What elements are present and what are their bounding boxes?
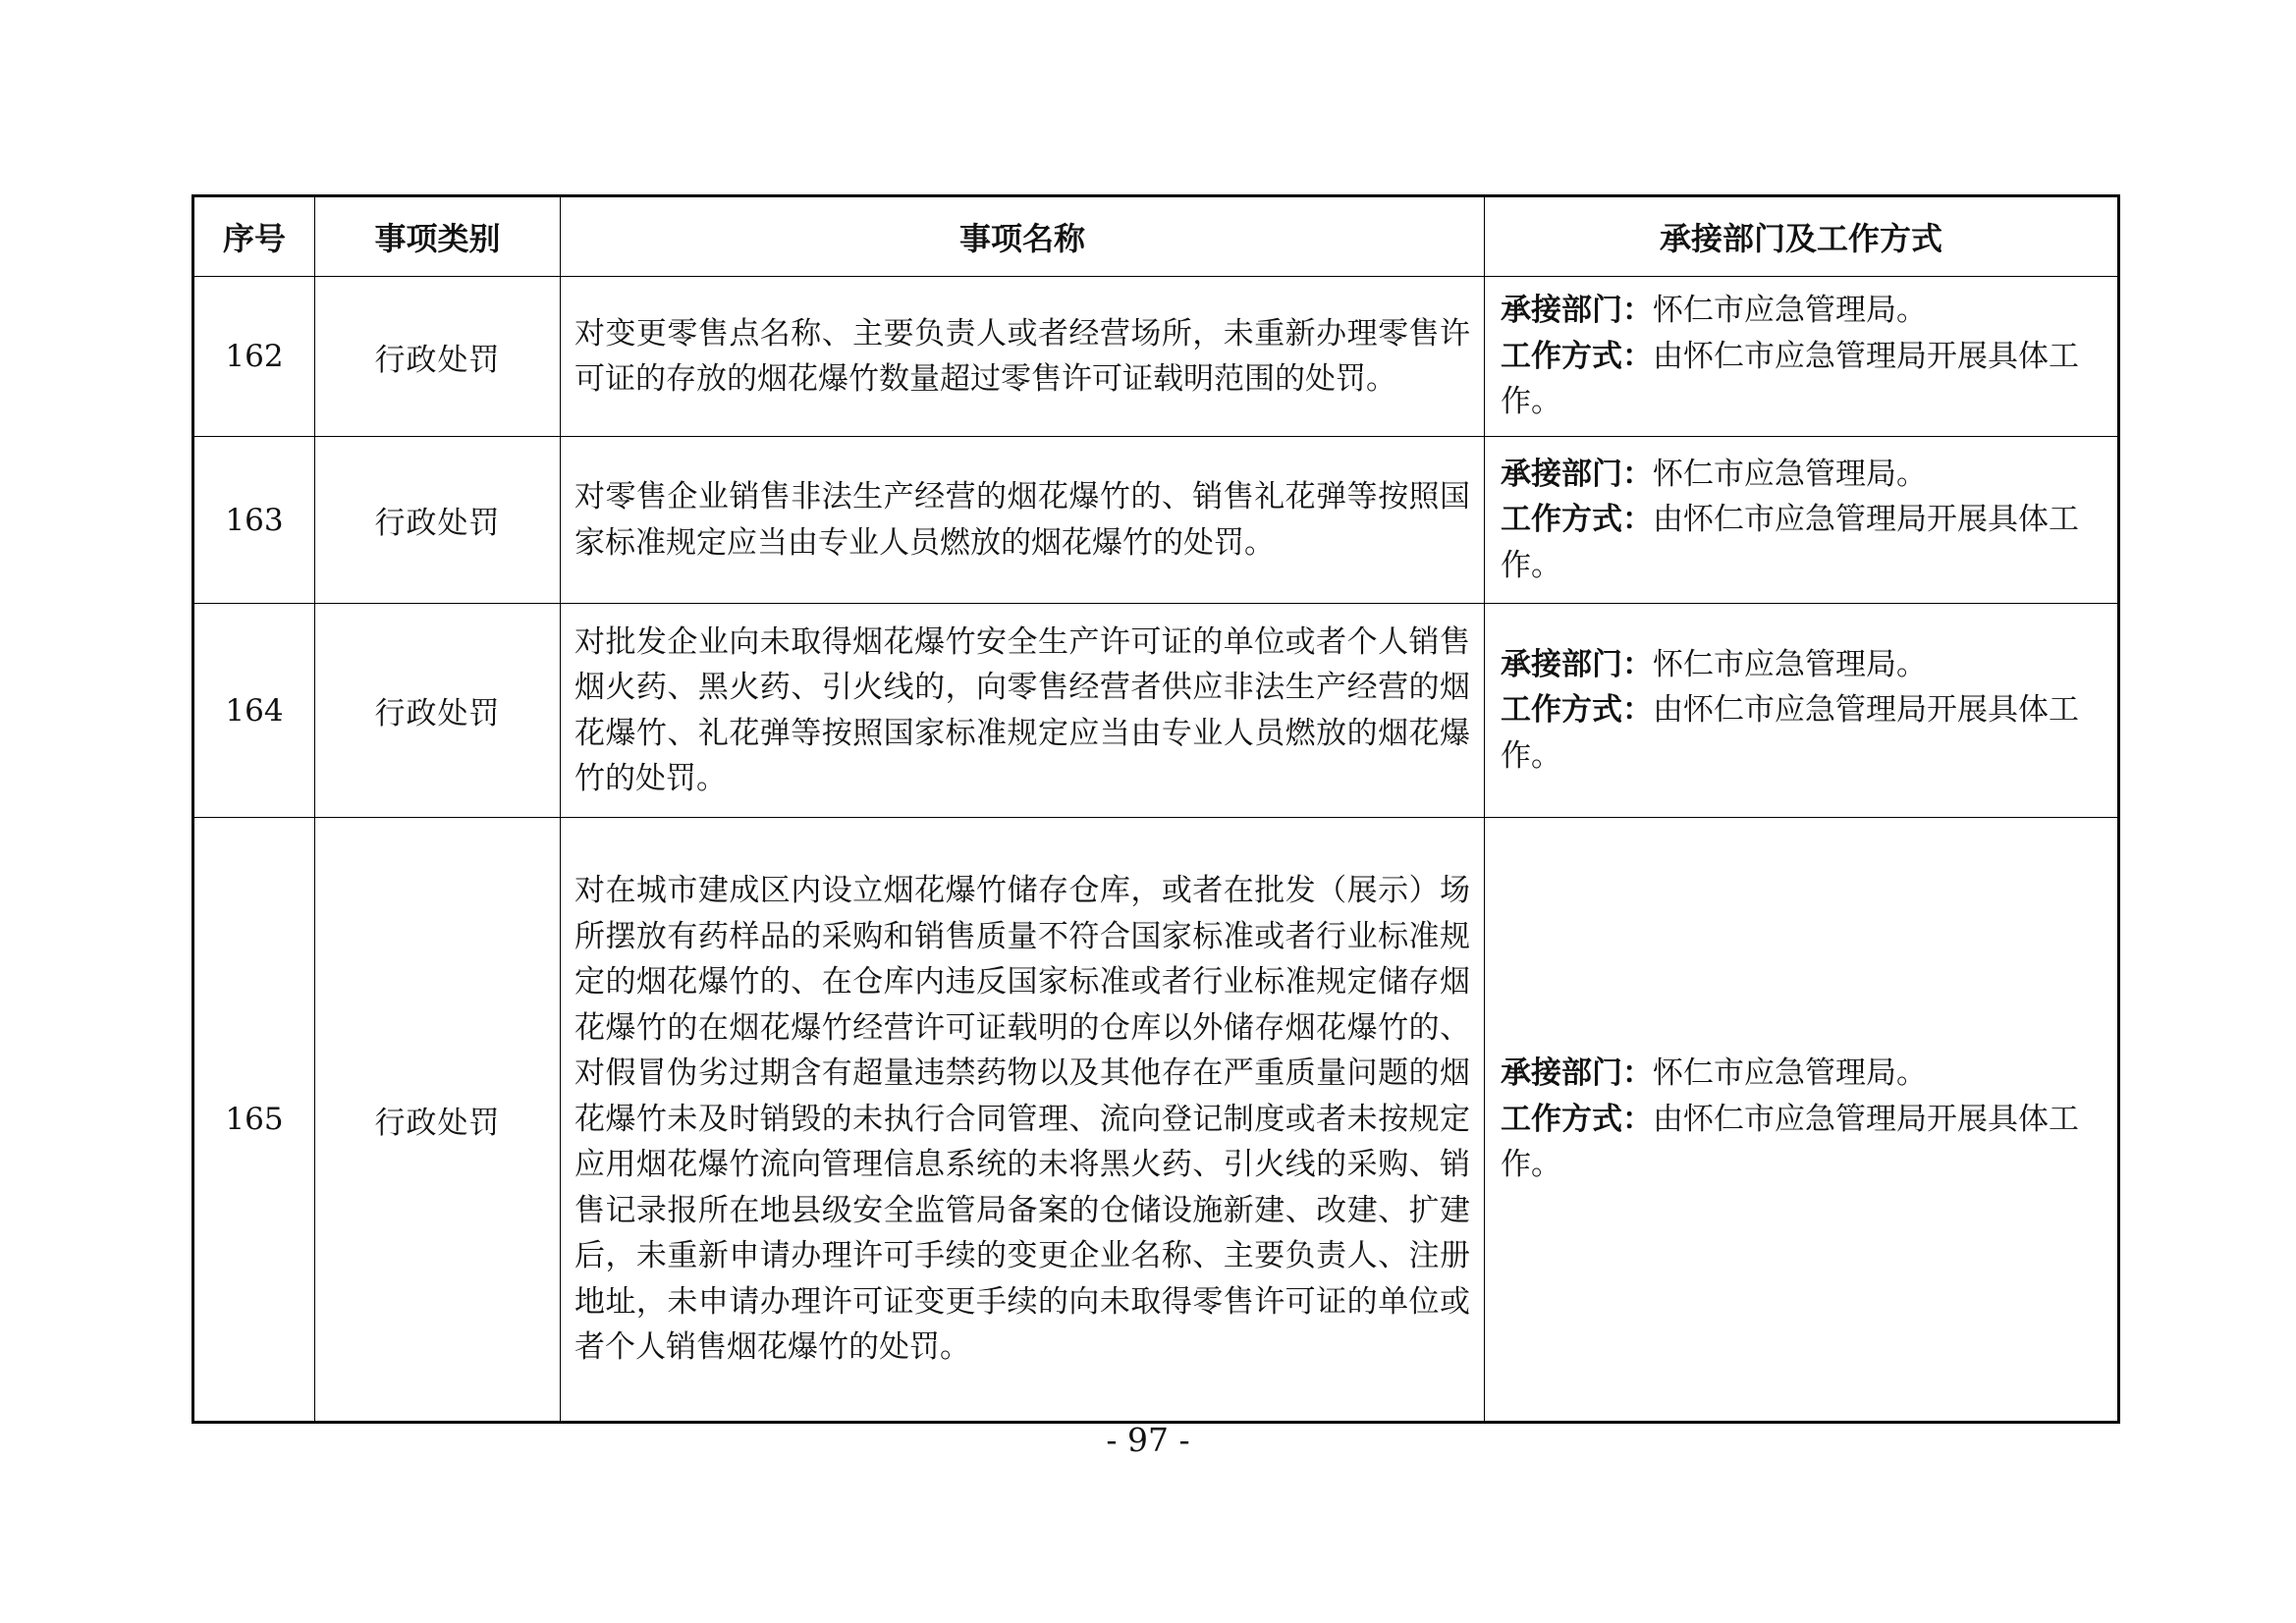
row-dept-cell bbox=[1485, 437, 2119, 604]
table-row bbox=[193, 818, 2119, 1423]
method-value: 由怀仁市应急管理局开展具体工作。 bbox=[1501, 502, 2079, 583]
row-category: 行政处罚 bbox=[315, 604, 561, 818]
row-number: 164 bbox=[193, 604, 315, 818]
dept-value: 怀仁市应急管理局。 bbox=[1653, 456, 1927, 492]
method-value: 由怀仁市应急管理局开展具体工作。 bbox=[1501, 1101, 2079, 1183]
dept-value: 怀仁市应急管理局。 bbox=[1653, 646, 1927, 682]
header-no: 序号 bbox=[193, 196, 315, 277]
dept-value: 怀仁市应急管理局。 bbox=[1653, 293, 1927, 329]
dept-line bbox=[1501, 452, 2104, 498]
method-value: 由怀仁市应急管理局开展具体工作。 bbox=[1501, 338, 2079, 420]
header-dept: 承接部门及工作方式 bbox=[1485, 196, 2119, 277]
dept-label: 承接部门： bbox=[1501, 293, 1653, 329]
row-number: 163 bbox=[193, 437, 315, 604]
matters-table bbox=[191, 194, 2120, 1424]
row-category: 行政处罚 bbox=[315, 437, 561, 604]
method-line bbox=[1501, 334, 2104, 425]
dept-line bbox=[1501, 642, 2104, 688]
dept-line bbox=[1501, 288, 2104, 334]
dept-value: 怀仁市应急管理局。 bbox=[1653, 1055, 1927, 1092]
row-number: 162 bbox=[193, 277, 315, 437]
header-category: 事项类别 bbox=[315, 196, 561, 277]
method-label: 工作方式： bbox=[1501, 1101, 1653, 1137]
method-value: 由怀仁市应急管理局开展具体工作。 bbox=[1501, 692, 2079, 774]
dept-line bbox=[1501, 1051, 2104, 1097]
header-name: 事项名称 bbox=[561, 196, 1485, 277]
method-line bbox=[1501, 687, 2104, 779]
table-row bbox=[193, 604, 2119, 818]
method-label: 工作方式： bbox=[1501, 338, 1653, 374]
method-label: 工作方式： bbox=[1501, 692, 1653, 729]
row-matter-name: 对批发企业向未取得烟花爆竹安全生产许可证的单位或者个人销售烟火药、黑火药、引火线的，向零售经营者供应非法生产经营的烟花爆竹、礼花弹等按照国家标准规定应当由专业人员燃放的烟花爆竹的处罚。 bbox=[561, 604, 1485, 818]
row-dept-cell bbox=[1485, 277, 2119, 437]
row-category: 行政处罚 bbox=[315, 277, 561, 437]
dept-label: 承接部门： bbox=[1501, 456, 1653, 492]
row-dept-cell bbox=[1485, 604, 2119, 818]
table-header-row bbox=[193, 196, 2119, 277]
dept-label: 承接部门： bbox=[1501, 1055, 1653, 1092]
row-matter-name: 对零售企业销售非法生产经营的烟花爆竹的、销售礼花弹等按照国家标准规定应当由专业人员燃放的烟花爆竹的处罚。 bbox=[561, 437, 1485, 604]
table-row bbox=[193, 277, 2119, 437]
row-number: 165 bbox=[193, 818, 315, 1423]
row-category: 行政处罚 bbox=[315, 818, 561, 1423]
method-line bbox=[1501, 497, 2104, 588]
dept-label: 承接部门： bbox=[1501, 646, 1653, 682]
table-row bbox=[193, 437, 2119, 604]
row-matter-name: 对变更零售点名称、主要负责人或者经营场所，未重新办理零售许可证的存放的烟花爆竹数量超过零售许可证载明范围的处罚。 bbox=[561, 277, 1485, 437]
page-number: - 97 - bbox=[1106, 1421, 1190, 1459]
method-label: 工作方式： bbox=[1501, 502, 1653, 538]
method-line bbox=[1501, 1097, 2104, 1188]
row-matter-name: 对在城市建成区内设立烟花爆竹储存仓库，或者在批发（展示）场所摆放有药样品的采购和销售质量不符合国家标准或者行业标准规定的烟花爆竹的、在仓库内违反国家标准或者行业标准规定储存烟花爆竹的在烟花爆竹经营许可证载明的仓库以外储存烟花爆竹的、对假冒伪劣过期含有超量违禁药物以及其他存在严重质量问题的烟花爆竹未及时销毁的未执行合同管理、流向登记制度或者未按规定应用烟花爆竹流向管理信息系统的未将黑火药、引火线的采购、销售记录报所在地县级安全监管局备案的仓储设施新建、改建、扩建后，未重新申请办理许可手续的变更企业名称、主要负责人、注册地址，未申请办理许可证变更手续的向未取得零售许可证的单位或者个人销售烟花爆竹的处罚。 bbox=[561, 818, 1485, 1423]
row-dept-cell bbox=[1485, 818, 2119, 1423]
